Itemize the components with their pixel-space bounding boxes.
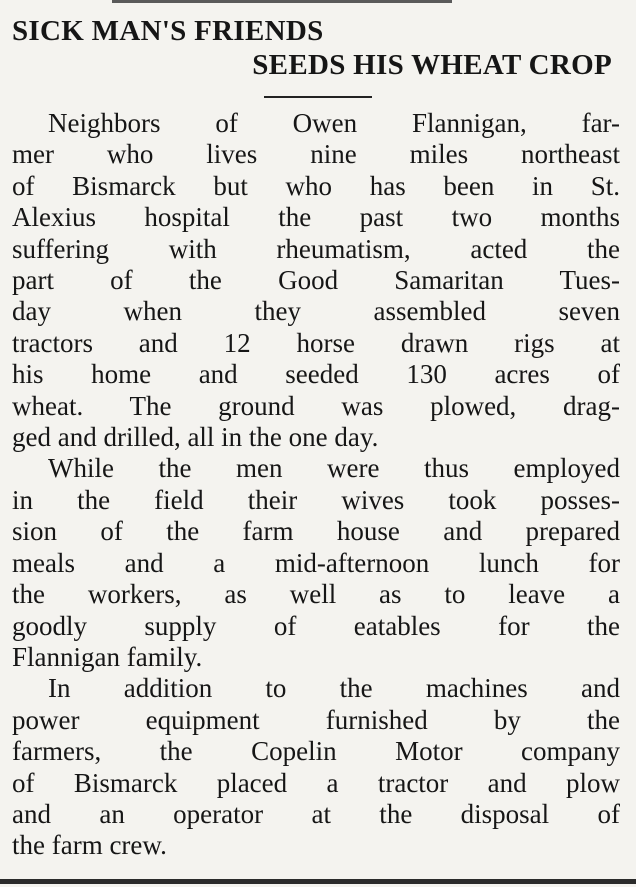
text-line: farmers, the Copelin Motor company (12, 736, 620, 767)
text-line: meals and a mid-afternoon lunch for (12, 547, 620, 578)
text-line: Flannigan family. (12, 641, 203, 672)
text-line: In addition to the machines and (48, 673, 620, 704)
text-line: Alexius hospital the past two months (12, 202, 620, 233)
text-line: suffering with rheumatism, acted the (12, 233, 620, 264)
paragraph-3 (12, 673, 620, 861)
text-line: While the men were thus employed (48, 453, 620, 484)
text-line: goodly supply of eatables for the (12, 610, 620, 641)
article-body (12, 108, 620, 862)
text-line: of Bismarck but who has been in St. (12, 170, 620, 201)
text-line: power equipment furnished by the (12, 704, 620, 735)
text-line: part of the Good Samaritan Tues- (12, 265, 620, 296)
text-line: Neighbors of Owen Flannigan, far- (48, 108, 620, 138)
text-line: wheat. The ground was plowed, drag- (12, 390, 620, 421)
paragraph-1 (12, 108, 620, 453)
text-line: tractors and 12 horse drawn rigs at (12, 327, 620, 358)
text-line: of Bismarck placed a tractor and plow (12, 767, 620, 798)
text-line: and an operator at the disposal of (12, 798, 620, 829)
text-line: mer who lives nine miles northeast (12, 139, 620, 170)
bottom-column-rule (0, 879, 636, 884)
text-line: day when they assembled seven (12, 296, 620, 327)
text-line: in the field their wives took posses- (12, 484, 620, 515)
text-line: the farm crew. (12, 830, 167, 861)
text-line: sion of the farm house and prepared (12, 516, 620, 547)
headline (12, 14, 612, 82)
text-line: his home and seeded 130 acres of (12, 359, 620, 390)
headline-divider (264, 96, 372, 98)
top-column-rule (112, 0, 452, 3)
text-line: ged and drilled, all in the one day. (12, 422, 379, 453)
headline-line-1: SICK MAN'S FRIENDS (12, 15, 324, 47)
headline-line-2: SEEDS HIS WHEAT CROP (252, 49, 612, 81)
paragraph-2 (12, 453, 620, 673)
text-line: the workers, as well as to leave a (12, 579, 620, 610)
